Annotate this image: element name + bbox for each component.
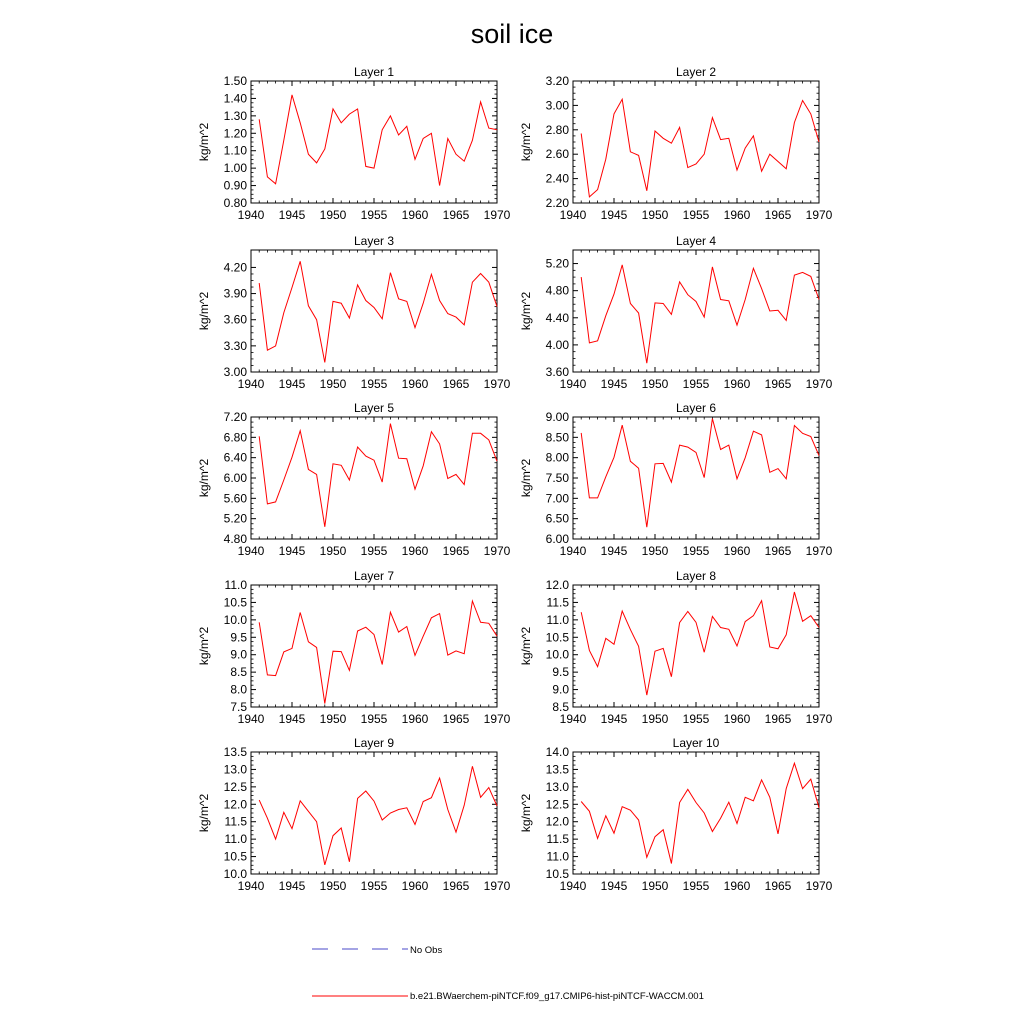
x-tick-label: 1940 <box>559 377 587 391</box>
x-tick-label: 1950 <box>319 208 347 222</box>
y-tick-label: 13.5 <box>223 745 247 759</box>
legend <box>312 945 704 1002</box>
plot-frame <box>251 81 497 203</box>
x-tick-label: 1940 <box>559 712 587 726</box>
y-tick-label: 4.80 <box>545 283 569 298</box>
x-tick-label: 1960 <box>401 712 429 726</box>
x-tick-label: 1940 <box>559 208 587 222</box>
y-tick-label: 9.0 <box>552 682 569 697</box>
series-line <box>581 265 819 363</box>
series-line <box>259 261 497 362</box>
y-tick-label: 1.10 <box>223 143 247 158</box>
x-tick-label: 1970 <box>483 712 511 726</box>
panel-title: Layer 9 <box>353 736 395 750</box>
x-tick-label: 1950 <box>641 208 669 222</box>
plot-frame <box>251 417 497 539</box>
panel-title: Layer 2 <box>675 65 717 79</box>
y-tick-label: 1.40 <box>223 91 247 106</box>
x-tick-label: 1945 <box>600 879 628 893</box>
series-line <box>581 99 819 197</box>
x-tick-label: 1945 <box>600 544 628 558</box>
panel-layer-3 <box>197 234 511 391</box>
panel-title: Layer 7 <box>353 569 395 583</box>
y-tick-label: 4.80 <box>223 532 247 546</box>
x-tick-label: 1940 <box>559 879 587 893</box>
y-tick-label: 1.30 <box>223 108 247 123</box>
panel-title: Layer 6 <box>675 401 717 415</box>
y-tick-label: 1.00 <box>223 161 247 176</box>
y-tick-label: 10.0 <box>545 647 569 662</box>
x-tick-label: 1940 <box>237 544 265 558</box>
y-tick-label: 3.20 <box>545 74 569 88</box>
panel-layer-9 <box>197 736 511 893</box>
y-tick-label: 9.5 <box>230 630 247 645</box>
y-tick-label: 14.0 <box>545 745 569 759</box>
x-tick-label: 1970 <box>805 377 833 391</box>
y-tick-label: 2.80 <box>545 122 569 137</box>
y-tick-label: 6.50 <box>545 511 569 526</box>
y-tick-label: 9.5 <box>552 665 569 680</box>
plot-frame <box>573 417 819 539</box>
y-tick-label: 3.30 <box>223 338 247 353</box>
y-tick-label: 10.0 <box>223 867 247 881</box>
y-axis-label: kg/m^2 <box>519 626 533 666</box>
plot-frame <box>573 585 819 707</box>
y-tick-label: 0.90 <box>223 178 247 193</box>
x-tick-label: 1940 <box>559 544 587 558</box>
y-tick-label: 5.20 <box>223 511 247 526</box>
y-axis-label: kg/m^2 <box>197 122 211 162</box>
y-axis-label: kg/m^2 <box>197 626 211 666</box>
plot-frame <box>573 81 819 203</box>
panel-layer-8 <box>519 569 833 726</box>
panel-title: Layer 4 <box>675 234 717 248</box>
y-tick-label: 12.0 <box>545 814 569 829</box>
x-tick-label: 1945 <box>278 208 306 222</box>
x-tick-label: 1950 <box>641 544 669 558</box>
y-tick-label: 11.5 <box>224 814 247 829</box>
x-tick-label: 1955 <box>682 544 710 558</box>
series-line <box>259 424 497 527</box>
x-tick-label: 1970 <box>805 879 833 893</box>
panel-layer-2 <box>519 65 833 222</box>
panel-layer-4 <box>519 234 833 391</box>
x-tick-label: 1955 <box>682 377 710 391</box>
y-tick-label: 2.60 <box>545 147 569 162</box>
y-tick-label: 11.0 <box>224 832 247 847</box>
x-tick-label: 1950 <box>319 377 347 391</box>
y-tick-label: 8.0 <box>230 682 247 697</box>
x-tick-label: 1955 <box>360 208 388 222</box>
y-tick-label: 6.40 <box>223 450 247 465</box>
series-line <box>581 763 819 863</box>
y-tick-label: 0.80 <box>223 196 247 210</box>
y-tick-label: 7.00 <box>545 491 569 506</box>
y-tick-label: 6.00 <box>223 471 247 485</box>
x-tick-label: 1950 <box>641 712 669 726</box>
x-tick-label: 1945 <box>278 712 306 726</box>
y-axis-label: kg/m^2 <box>197 458 211 498</box>
plot-frame <box>251 752 497 874</box>
y-tick-label: 7.5 <box>230 700 247 714</box>
y-tick-label: 12.0 <box>223 797 247 812</box>
x-tick-label: 1960 <box>723 544 751 558</box>
y-tick-label: 11.5 <box>546 595 569 610</box>
y-tick-label: 10.5 <box>223 595 247 610</box>
y-tick-label: 3.00 <box>223 365 247 379</box>
x-tick-label: 1955 <box>682 208 710 222</box>
x-tick-label: 1960 <box>723 377 751 391</box>
plot-frame <box>251 585 497 707</box>
x-tick-label: 1940 <box>237 377 265 391</box>
y-tick-label: 13.0 <box>223 762 247 777</box>
x-tick-label: 1945 <box>600 377 628 391</box>
panel-layer-5 <box>197 401 511 558</box>
y-tick-label: 9.0 <box>230 647 247 662</box>
y-tick-label: 4.40 <box>545 310 569 325</box>
x-tick-label: 1970 <box>805 712 833 726</box>
x-tick-label: 1965 <box>442 879 470 893</box>
series-line <box>259 601 497 704</box>
y-tick-label: 5.20 <box>545 256 569 271</box>
y-tick-label: 3.00 <box>545 98 569 113</box>
y-tick-label: 12.5 <box>545 797 569 812</box>
figure-title: soil ice <box>470 19 554 49</box>
y-tick-label: 12.0 <box>545 578 569 592</box>
panel-title: Layer 8 <box>675 569 717 583</box>
y-tick-label: 12.5 <box>223 779 247 794</box>
legend-model-label: b.e21.BWaerchem-piNTCF.f09_g17.CMIP6-hist-piNTCF-WACCM.001 <box>410 991 704 1002</box>
legend-obs-label: No Obs <box>410 945 443 956</box>
x-tick-label: 1970 <box>483 208 511 222</box>
x-tick-label: 1965 <box>442 208 470 222</box>
x-tick-label: 1945 <box>600 208 628 222</box>
y-tick-label: 2.40 <box>545 171 569 186</box>
y-tick-label: 10.0 <box>223 612 247 627</box>
y-tick-label: 6.00 <box>545 532 569 546</box>
y-tick-label: 8.5 <box>552 700 569 714</box>
y-tick-label: 3.60 <box>223 312 247 327</box>
panel-layer-6 <box>519 401 833 558</box>
x-tick-label: 1955 <box>360 377 388 391</box>
y-axis-label: kg/m^2 <box>519 458 533 498</box>
panel-title: Layer 10 <box>672 736 720 750</box>
plot-frame <box>251 250 497 372</box>
panel-layer-7 <box>197 569 511 726</box>
x-tick-label: 1950 <box>319 879 347 893</box>
y-tick-label: 8.00 <box>545 450 569 465</box>
x-tick-label: 1965 <box>442 712 470 726</box>
x-tick-label: 1955 <box>682 712 710 726</box>
y-axis-label: kg/m^2 <box>197 793 211 833</box>
y-tick-label: 11.5 <box>546 832 569 847</box>
x-tick-label: 1960 <box>401 544 429 558</box>
x-tick-label: 1945 <box>600 712 628 726</box>
panel-title: Layer 1 <box>353 65 395 79</box>
panel-title: Layer 3 <box>353 234 395 248</box>
x-tick-label: 1950 <box>641 879 669 893</box>
x-tick-label: 1940 <box>237 879 265 893</box>
panel-layer-1 <box>197 65 511 222</box>
x-tick-label: 1940 <box>237 208 265 222</box>
x-tick-label: 1970 <box>483 879 511 893</box>
x-tick-label: 1960 <box>723 208 751 222</box>
x-tick-label: 1965 <box>442 544 470 558</box>
x-tick-label: 1950 <box>319 544 347 558</box>
series-line <box>581 419 819 528</box>
x-tick-label: 1945 <box>278 879 306 893</box>
panel-title: Layer 5 <box>353 401 395 415</box>
y-axis-label: kg/m^2 <box>519 793 533 833</box>
y-tick-label: 11.0 <box>224 578 247 592</box>
x-tick-label: 1940 <box>237 712 265 726</box>
x-tick-label: 1955 <box>360 879 388 893</box>
x-tick-label: 1955 <box>360 712 388 726</box>
y-tick-label: 4.00 <box>545 337 569 352</box>
series-line <box>259 95 497 186</box>
panels <box>197 65 833 893</box>
y-tick-label: 1.20 <box>223 126 247 141</box>
y-tick-label: 11.0 <box>546 849 569 864</box>
y-axis-label: kg/m^2 <box>197 291 211 331</box>
x-tick-label: 1960 <box>401 208 429 222</box>
y-tick-label: 8.5 <box>230 665 247 680</box>
y-axis-label: kg/m^2 <box>519 122 533 162</box>
y-tick-label: 10.5 <box>223 849 247 864</box>
y-tick-label: 7.20 <box>223 410 247 424</box>
y-tick-label: 6.80 <box>223 430 247 445</box>
y-tick-label: 1.50 <box>223 74 247 88</box>
y-tick-label: 7.50 <box>545 471 569 485</box>
x-tick-label: 1970 <box>805 544 833 558</box>
x-tick-label: 1960 <box>723 712 751 726</box>
y-axis-label: kg/m^2 <box>519 291 533 331</box>
y-tick-label: 10.5 <box>545 867 569 881</box>
x-tick-label: 1965 <box>764 544 792 558</box>
y-tick-label: 3.90 <box>223 286 247 301</box>
x-tick-label: 1945 <box>278 377 306 391</box>
x-tick-label: 1965 <box>764 208 792 222</box>
series-line <box>259 766 497 865</box>
x-tick-label: 1950 <box>319 712 347 726</box>
y-tick-label: 5.60 <box>223 491 247 506</box>
x-tick-label: 1960 <box>401 879 429 893</box>
x-tick-label: 1970 <box>483 544 511 558</box>
y-tick-label: 2.20 <box>545 196 569 210</box>
y-tick-label: 4.20 <box>223 260 247 275</box>
y-tick-label: 13.0 <box>545 779 569 794</box>
x-tick-label: 1945 <box>278 544 306 558</box>
plot-frame <box>573 250 819 372</box>
x-tick-label: 1970 <box>805 208 833 222</box>
x-tick-label: 1955 <box>360 544 388 558</box>
x-tick-label: 1965 <box>764 712 792 726</box>
y-tick-label: 8.50 <box>545 430 569 445</box>
x-tick-label: 1965 <box>764 879 792 893</box>
x-tick-label: 1965 <box>442 377 470 391</box>
y-tick-label: 10.5 <box>545 630 569 645</box>
x-tick-label: 1955 <box>682 879 710 893</box>
x-tick-label: 1960 <box>401 377 429 391</box>
panel-layer-10 <box>519 736 833 893</box>
y-tick-label: 9.00 <box>545 410 569 424</box>
x-tick-label: 1970 <box>483 377 511 391</box>
x-tick-label: 1960 <box>723 879 751 893</box>
x-tick-label: 1950 <box>641 377 669 391</box>
series-line <box>581 592 819 695</box>
y-tick-label: 11.0 <box>546 612 569 627</box>
x-tick-label: 1965 <box>764 377 792 391</box>
y-tick-label: 3.60 <box>545 365 569 379</box>
y-tick-label: 13.5 <box>545 762 569 777</box>
